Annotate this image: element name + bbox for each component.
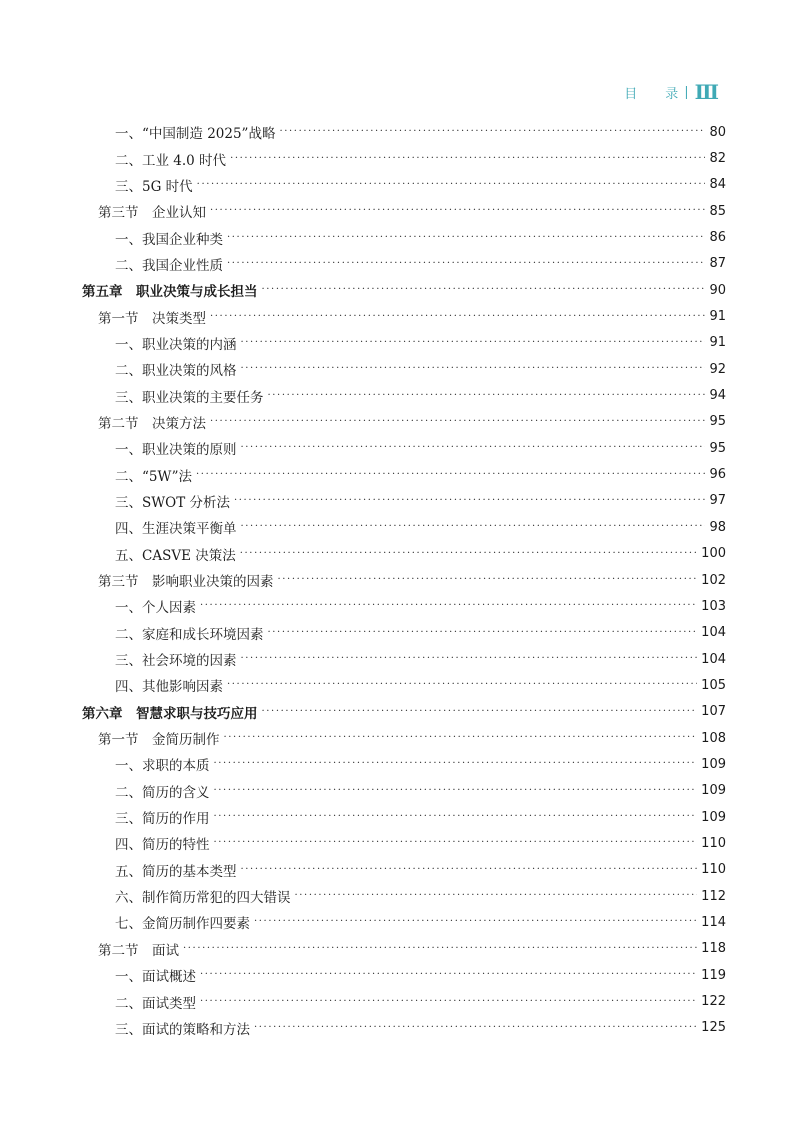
toc-page-number: 92: [709, 361, 726, 377]
dot-leader: [200, 997, 697, 1007]
toc-item-row[interactable]: [82, 1015, 726, 1041]
dot-leader: [254, 917, 697, 927]
toc-item-row[interactable]: [82, 909, 726, 935]
toc-entry-title: 七、金简历制作四要素: [115, 916, 250, 933]
toc-page-number: 90: [709, 282, 726, 298]
toc-item-row[interactable]: [82, 620, 726, 646]
dot-leader: [227, 259, 705, 269]
toc-chapter-row[interactable]: [82, 699, 726, 725]
toc-page-number: 91: [709, 335, 726, 351]
dot-leader: [214, 759, 698, 769]
toc-entry-title: 第六章 智慧求职与技巧应用: [82, 705, 258, 722]
toc-item-row[interactable]: [82, 435, 726, 461]
toc-entry-title: 二、“5W”法: [115, 468, 193, 485]
toc-page-number: 80: [709, 124, 726, 140]
dot-leader: [210, 312, 705, 322]
toc-section-row[interactable]: [82, 198, 726, 224]
toc-section-row[interactable]: [82, 936, 726, 962]
toc-entry-title: 二、简历的含义: [115, 784, 210, 801]
toc-page-number: 110: [701, 835, 726, 851]
toc-entry-title: 二、工业 4.0 时代: [115, 152, 227, 169]
dot-leader: [227, 680, 697, 690]
toc-entry-title: 一、“中国制造 2025”战略: [115, 126, 276, 143]
dot-leader: [230, 154, 705, 164]
toc-page-number: 109: [701, 756, 726, 772]
toc-entry-title: 一、我国企业种类: [115, 231, 223, 248]
dot-leader: [241, 338, 706, 348]
toc-page-number: 103: [701, 598, 726, 614]
toc-item-row[interactable]: [82, 857, 726, 883]
toc-page-number: 109: [701, 809, 726, 825]
toc-page-number: 109: [701, 783, 726, 799]
dot-leader: [278, 575, 698, 585]
toc-page-number: 112: [701, 888, 726, 904]
toc-entry-title: 三、SWOT 分析法: [115, 494, 230, 511]
dot-leader: [214, 812, 698, 822]
header-separator: |: [684, 84, 689, 100]
toc-page-number: 96: [709, 467, 726, 483]
toc-entry-title: 四、其他影响因素: [115, 679, 223, 696]
toc-page-number: 108: [701, 730, 726, 746]
dot-leader: [196, 470, 705, 480]
toc-page-number: 100: [701, 546, 726, 562]
toc-page-number: 91: [709, 309, 726, 325]
toc-entry-title: 第三节 影响职业决策的因素: [98, 574, 274, 591]
dot-leader: [295, 891, 698, 901]
dot-leader: [197, 180, 706, 190]
toc-entry-title: 四、生涯决策平衡单: [115, 521, 237, 538]
toc-entry-title: 二、我国企业性质: [115, 257, 223, 274]
toc-page-number: 98: [709, 519, 726, 535]
dot-leader: [200, 601, 697, 611]
toc-page-number: 95: [709, 440, 726, 456]
dot-leader: [241, 654, 698, 664]
toc-entry-title: 三、简历的作用: [115, 811, 210, 828]
dot-leader: [262, 707, 698, 717]
toc-entry-title: 第二节 决策方法: [98, 415, 206, 432]
toc-entry-title: 第二节 面试: [98, 942, 179, 959]
dot-leader: [224, 733, 698, 743]
toc-item-row[interactable]: [82, 541, 726, 567]
toc-entry-title: 五、简历的基本类型: [115, 863, 237, 880]
running-header: [624, 80, 718, 104]
toc-page-number: 102: [701, 572, 726, 588]
toc-item-row[interactable]: [82, 224, 726, 250]
toc-item-row[interactable]: [82, 356, 726, 382]
toc-item-row[interactable]: [82, 804, 726, 830]
toc-entry-title: 三、职业决策的主要任务: [115, 389, 264, 406]
toc-entry-title: 第五章 职业决策与成长担当: [82, 284, 258, 301]
toc-entry-title: 二、家庭和成长环境因素: [115, 626, 264, 643]
toc-section-row[interactable]: [82, 303, 726, 329]
toc-page-number: 104: [701, 651, 726, 667]
toc-entry-title: 一、个人因素: [115, 600, 196, 617]
toc-item-row[interactable]: [82, 382, 726, 408]
toc-item-row[interactable]: [82, 461, 726, 487]
toc-page-number: 95: [709, 414, 726, 430]
dot-leader: [268, 391, 706, 401]
dot-leader: [241, 443, 706, 453]
toc-entry-title: 二、面试类型: [115, 995, 196, 1012]
toc-page-number: 105: [701, 677, 726, 693]
toc-entry-title: 一、职业决策的原则: [115, 442, 237, 459]
toc-item-row[interactable]: [82, 488, 726, 514]
dot-leader: [268, 628, 698, 638]
dot-leader: [214, 786, 698, 796]
toc-item-row[interactable]: [82, 962, 726, 988]
toc-page-number: 85: [709, 203, 726, 219]
toc-item-row[interactable]: [82, 646, 726, 672]
toc-page-number: 125: [701, 1020, 726, 1036]
toc-item-row[interactable]: [82, 778, 726, 804]
toc-entry-title: 三、社会环境的因素: [115, 653, 237, 670]
toc-item-row[interactable]: [82, 119, 726, 145]
toc-page-number: 87: [709, 256, 726, 272]
dot-leader: [241, 364, 706, 374]
toc-entry-title: 三、面试的策略和方法: [115, 1021, 250, 1038]
dot-leader: [210, 417, 705, 427]
toc-item-row[interactable]: [82, 988, 726, 1014]
toc-page-number: 86: [709, 230, 726, 246]
toc-section-row[interactable]: [82, 725, 726, 751]
toc-page-number: 107: [701, 704, 726, 720]
dot-leader: [183, 944, 697, 954]
toc-page-number: 114: [701, 914, 726, 930]
toc-entry-title: 一、求职的本质: [115, 758, 210, 775]
dot-leader: [254, 1023, 697, 1033]
dot-leader: [200, 970, 697, 980]
toc-page-number: 122: [701, 994, 726, 1010]
dot-leader: [234, 496, 705, 506]
toc-page-number: 84: [709, 177, 726, 193]
toc-entry-title: 三、5G 时代: [115, 178, 193, 195]
toc-item-row[interactable]: [82, 751, 726, 777]
toc-entry-title: 第一节 金简历制作: [98, 732, 220, 749]
dot-leader: [279, 127, 705, 137]
toc-item-row[interactable]: [82, 593, 726, 619]
toc-entry-title: 一、职业决策的内涵: [115, 336, 237, 353]
header-title-char-2: 录: [665, 86, 679, 102]
toc-item-row[interactable]: [82, 145, 726, 171]
toc-entry-title: 第三节 企业认知: [98, 205, 206, 222]
toc-section-row[interactable]: [82, 409, 726, 435]
toc-entry-title: 四、简历的特性: [115, 837, 210, 854]
toc-item-row[interactable]: [82, 172, 726, 198]
header-title-char-1: 目: [624, 86, 638, 102]
toc-entry-title: 第一节 决策类型: [98, 310, 206, 327]
toc-item-row[interactable]: [82, 883, 726, 909]
dot-leader: [241, 522, 706, 532]
dot-leader: [214, 838, 698, 848]
toc-page-number: 118: [701, 941, 726, 957]
toc-page-number: 104: [701, 625, 726, 641]
toc-section-row[interactable]: [82, 567, 726, 593]
toc-item-row[interactable]: [82, 251, 726, 277]
toc-entry-title: 二、职业决策的风格: [115, 363, 237, 380]
toc-chapter-row[interactable]: [82, 277, 726, 303]
toc-page-number: 110: [701, 862, 726, 878]
table-of-contents: [82, 119, 726, 1041]
toc-item-row[interactable]: [82, 672, 726, 698]
dot-leader: [241, 865, 698, 875]
dot-leader: [227, 233, 705, 243]
toc-page-number: 82: [709, 151, 726, 167]
toc-item-row[interactable]: [82, 514, 726, 540]
dot-leader: [240, 549, 697, 559]
toc-page-number: 94: [709, 388, 726, 404]
toc-item-row[interactable]: [82, 830, 726, 856]
dot-leader: [210, 206, 705, 216]
toc-entry-title: 五、CASVE 决策法: [115, 547, 236, 564]
toc-item-row[interactable]: [82, 330, 726, 356]
toc-entry-title: 一、面试概述: [115, 969, 196, 986]
toc-page-number: 97: [709, 493, 726, 509]
toc-entry-title: 六、制作简历常犯的四大错误: [115, 890, 291, 907]
page-number-roman: Ⅲ: [694, 80, 718, 104]
toc-page-number: 119: [701, 967, 726, 983]
dot-leader: [262, 285, 706, 295]
